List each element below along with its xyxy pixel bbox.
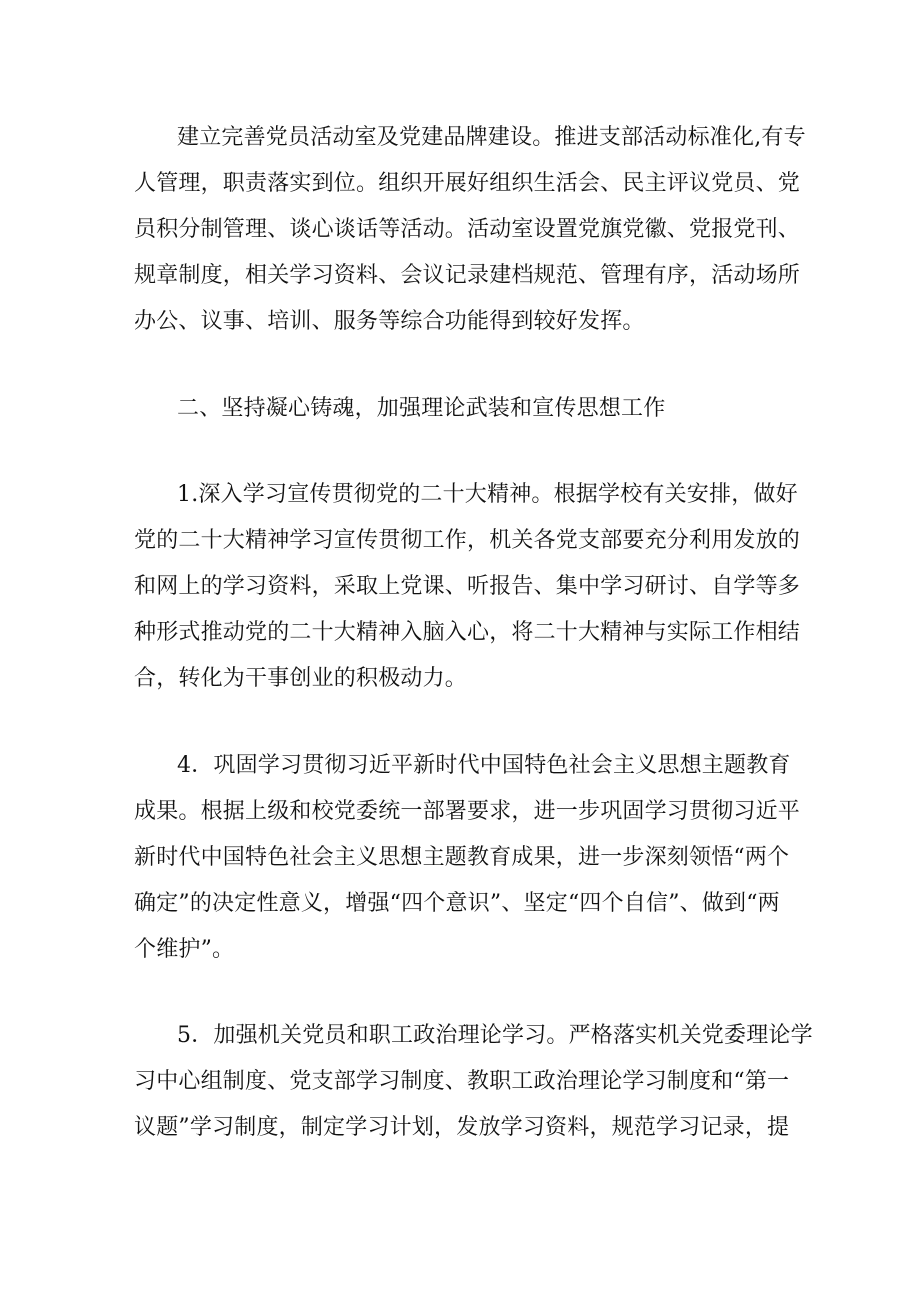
text-line: 建立完善党员活动室及党建品牌建设。推进支部活动标准化,有专	[177, 125, 806, 150]
text-line: 党的二十大精神学习宣传贯彻工作，机关各党支部要充分利用发放的	[134, 528, 801, 553]
text-line: 种形式推动党的二十大精神入脑入心，将二十大精神与实际工作相结	[134, 620, 801, 645]
text-line: 个维护”。	[134, 937, 235, 962]
text-line: 人管理，职责落实到位。组织开展好组织生活会、民主评议党员、党	[134, 171, 801, 196]
text-line: 和网上的学习资料，采取上党课、听报告、集中学习研讨、自学等多	[134, 574, 801, 599]
text-line: 员积分制管理、谈心谈话等活动。活动室设置党旗党徽、党报党刊、	[134, 217, 801, 242]
text-line: 议题”学习制度，制定学习计划，发放学习资料，规范学习记录，提	[134, 1115, 790, 1140]
text-line: 1.深入学习宣传贯彻党的二十大精神。根据学校有关安排，做好	[177, 482, 798, 507]
text-line: 办公、议事、培训、服务等综合功能得到较好发挥。	[134, 309, 645, 334]
text-line: 成果。根据上级和校党委统一部署要求，进一步巩固学习贯彻习近平	[134, 799, 801, 824]
text-line: 习中心组制度、党支部学习制度、教职工政治理论学习制度和“第一	[134, 1069, 790, 1094]
text-line: 4．巩固学习贯彻习近平新时代中国特色社会主义思想主题教育	[177, 753, 791, 778]
heading-line: 二、坚持凝心铸魂，加强理论武装和宣传思想工作	[177, 396, 666, 421]
text-line: 5．加强机关党员和职工政治理论学习。严格落实机关党委理论学	[177, 1023, 813, 1048]
text-line: 确定”的决定性意义，增强“四个意识”、坚定“四个自信”、做到“两	[134, 891, 780, 916]
text-line: 合，转化为干事创业的积极动力。	[134, 666, 468, 691]
text-line: 新时代中国特色社会主义思想主题教育成果，进一步深刻领悟“两个	[134, 845, 790, 870]
text-line: 规章制度，相关学习资料、会议记录建档规范、管理有序，活动场所	[134, 263, 801, 288]
